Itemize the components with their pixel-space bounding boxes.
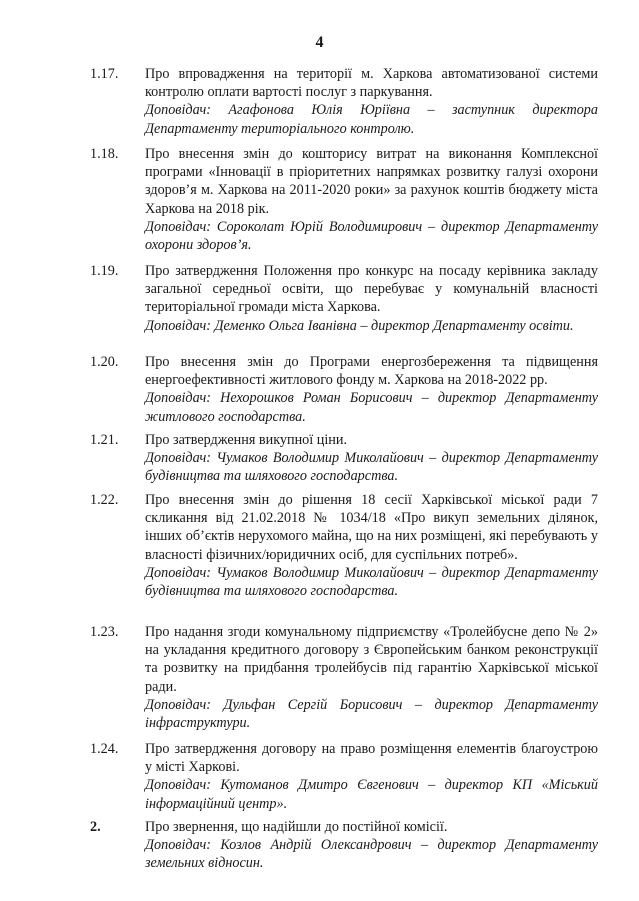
item-speaker: Доповідач: Козлов Андрій Олександрович – директор Департаменту земельних відносин. [145,837,598,872]
item-number: 1.21. [90,432,119,448]
agenda-item-2 [90,818,598,873]
agenda-item-1-19 [90,262,598,335]
item-number: 2. [90,819,101,835]
item-topic: Про впровадження на території м. Харкова автоматизованої системи контролю оплати вартості послуг з паркування. [145,66,598,101]
item-speaker: Доповідач: Кутоманов Дмитро Євгенович – директор КП «Міський інформаційний центр». [145,777,598,812]
item-speaker: Доповідач: Нехорошков Роман Борисович – директор Департаменту житлового господарства. [145,390,598,425]
item-number: 1.17. [90,66,119,82]
item-speaker: Доповідач: Агафонова Юлія Юріївна – заступник директора Департаменту територіального контролю. [145,102,598,137]
item-topic: Про затвердження викупної ціни. [145,432,348,448]
item-speaker: Доповідач: Дульфан Сергій Борисович – директор Департаменту інфраструктури. [145,696,598,732]
item-number: 1.23. [90,624,119,640]
agenda-item-1-23 [90,623,598,732]
agenda-item-1-22 [90,491,598,600]
item-topic: Про внесення змін до Програми енергозбереження та підвищення енергоефективності житлового фонду м. Харкова на 2018-2022 рр. [145,354,598,389]
item-topic: Про затвердження договору на право розміщення елементів благоустрою у місті Харкові. [145,741,598,776]
agenda-item-1-17 [90,65,598,138]
item-speaker: Доповідач: Чумаков Володимир Миколайович – директор Департаменту будівництва та шляхового господарства. [145,450,598,485]
agenda-item-1-20 [90,353,598,426]
item-topic: Про внесення змін до рішення 18 сесії Харківської міської ради 7 скликання від 21.02.2018 № 1034/18 «Про викуп земельних ділянок, інших об’єктів нерухомого майна, що на них розміщені, які перебувають у власності фізичних/юридичних осіб, для суспільних потреб». [145,492,598,563]
item-topic: Про затвердження Положення про конкурс на посаду керівника закладу загальної середньої освіти, що перебуває у комунальній власності територіальної громади міста Харкова. [145,263,598,316]
agenda-item-1-18 [90,145,598,254]
item-speaker: Доповідач: Чумаков Володимир Миколайович – директор Департаменту будівництва та шляхового господарства. [145,564,598,600]
item-speaker: Доповідач: Деменко Ольга Іванівна – директор Департаменту освіти. [145,317,574,334]
item-topic: Про внесення змін до кошторису витрат на виконання Комплексної програми «Інновації в пріоритетних напрямках розвитку галузі охорони здоров’я м. Харкова на 2011-2020 роки» за рахунок коштів бюджету міста Харкова на 2018 рік. [145,146,598,217]
item-topic: Про звернення, що надійшли до постійної комісії. [145,819,448,835]
page-number: 4 [315,34,324,51]
item-number: 1.24. [90,741,119,757]
item-number: 1.20. [90,354,119,370]
item-number: 1.22. [90,492,119,508]
item-number: 1.19. [90,263,119,279]
item-topic: Про надання згоди комунальному підприємству «Тролейбусне депо № 2» на укладання кредитного договору з Європейським банком реконструкції та розвитку на придбання тролейбусів під гарантію Харківської міської ради. [145,624,598,695]
agenda-item-1-21 [90,431,598,486]
item-speaker: Доповідач: Сороколат Юрій Володимирович – директор Департаменту охорони здоров’я. [145,218,598,254]
item-number: 1.18. [90,146,119,162]
agenda-item-1-24 [90,740,598,813]
